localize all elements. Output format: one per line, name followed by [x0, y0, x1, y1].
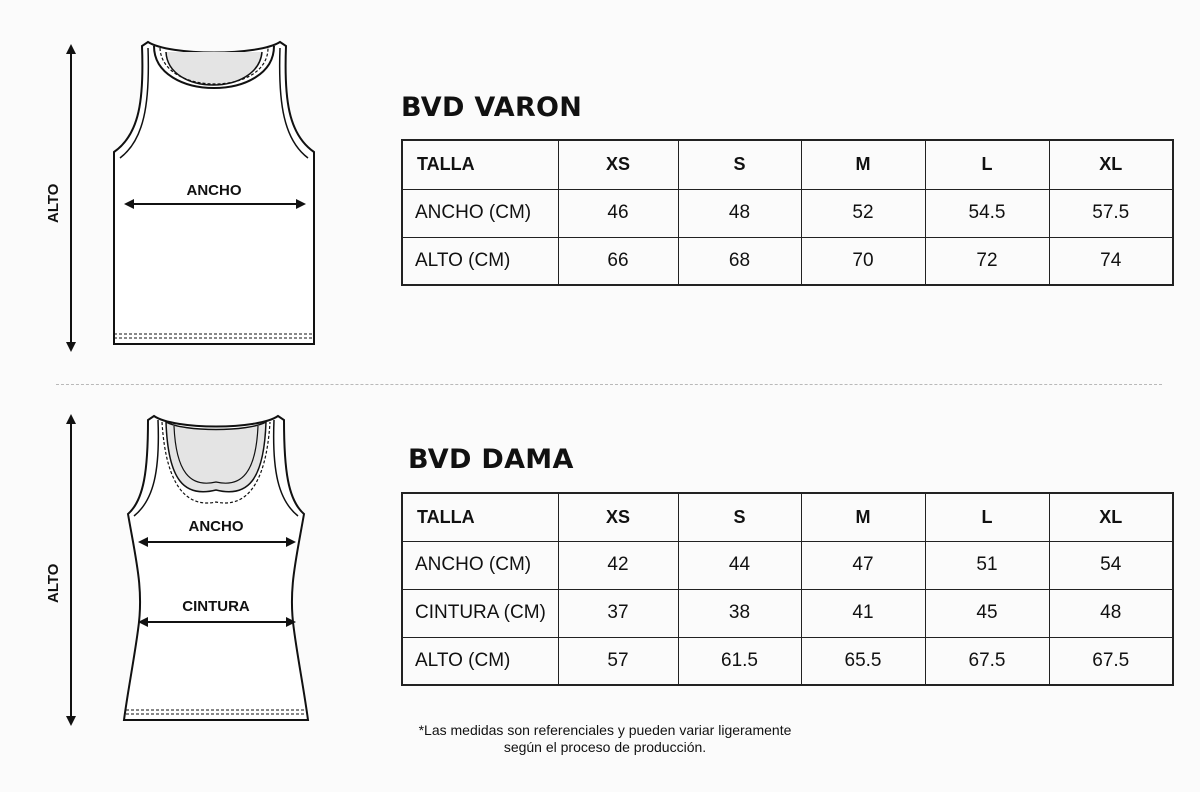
header-cell: TALLA	[402, 140, 558, 189]
header-cell: L	[925, 493, 1049, 541]
dama-title: BVD DAMA	[408, 444, 574, 475]
row-label: ANCHO (CM)	[402, 189, 558, 237]
table-row	[402, 541, 1173, 589]
header-cell: TALLA	[402, 493, 558, 541]
table-cell: 54.5	[925, 189, 1049, 237]
table-cell: 38	[678, 589, 801, 637]
table-cell: 44	[678, 541, 801, 589]
table-cell: 57	[558, 637, 678, 685]
row-label: ALTO (CM)	[402, 237, 558, 285]
table-cell: 70	[801, 237, 925, 285]
table-cell: 52	[801, 189, 925, 237]
table-cell: 65.5	[801, 637, 925, 685]
table-cell: 61.5	[678, 637, 801, 685]
section-divider	[56, 384, 1162, 385]
header-cell: S	[678, 493, 801, 541]
header-cell: M	[801, 493, 925, 541]
header-cell: XS	[558, 493, 678, 541]
table-cell: 46	[558, 189, 678, 237]
row-label: ANCHO (CM)	[402, 541, 558, 589]
row-label: ALTO (CM)	[402, 637, 558, 685]
table-row	[402, 189, 1173, 237]
table-row	[402, 589, 1173, 637]
table-cell: 47	[801, 541, 925, 589]
table-cell: 57.5	[1049, 189, 1173, 237]
header-cell: L	[925, 140, 1049, 189]
dama-waist-label: CINTURA	[182, 598, 250, 615]
varon-size-table	[401, 139, 1174, 286]
table-header-row	[402, 493, 1173, 541]
table-cell: 48	[1049, 589, 1173, 637]
table-cell: 51	[925, 541, 1049, 589]
table-cell: 54	[1049, 541, 1173, 589]
dama-height-label: ALTO	[45, 563, 62, 603]
table-cell: 41	[801, 589, 925, 637]
header-cell: S	[678, 140, 801, 189]
dama-tank-top-illustration	[118, 410, 314, 732]
table-cell: 66	[558, 237, 678, 285]
dama-size-table	[401, 492, 1174, 686]
table-cell: 42	[558, 541, 678, 589]
footnote-line-1: *Las medidas son referenciales y pueden variar ligeramente	[418, 722, 792, 738]
table-row	[402, 637, 1173, 685]
varon-width-label: ANCHO	[186, 182, 242, 199]
table-cell: 37	[558, 589, 678, 637]
footnote-line-2: según el proceso de producción.	[503, 739, 707, 755]
table-cell: 67.5	[1049, 637, 1173, 685]
table-header-row	[402, 140, 1173, 189]
table-cell: 45	[925, 589, 1049, 637]
table-cell: 48	[678, 189, 801, 237]
dama-width-label: ANCHO	[188, 518, 244, 535]
header-cell: XS	[558, 140, 678, 189]
table-cell: 68	[678, 237, 801, 285]
table-cell: 74	[1049, 237, 1173, 285]
table-cell: 67.5	[925, 637, 1049, 685]
row-label: CINTURA (CM)	[402, 589, 558, 637]
varon-title: BVD VARON	[401, 92, 583, 123]
header-cell: M	[801, 140, 925, 189]
header-cell: XL	[1049, 493, 1173, 541]
varon-height-label: ALTO	[45, 183, 62, 223]
footnote	[390, 722, 820, 756]
table-row	[402, 237, 1173, 285]
header-cell: XL	[1049, 140, 1173, 189]
table-cell: 72	[925, 237, 1049, 285]
